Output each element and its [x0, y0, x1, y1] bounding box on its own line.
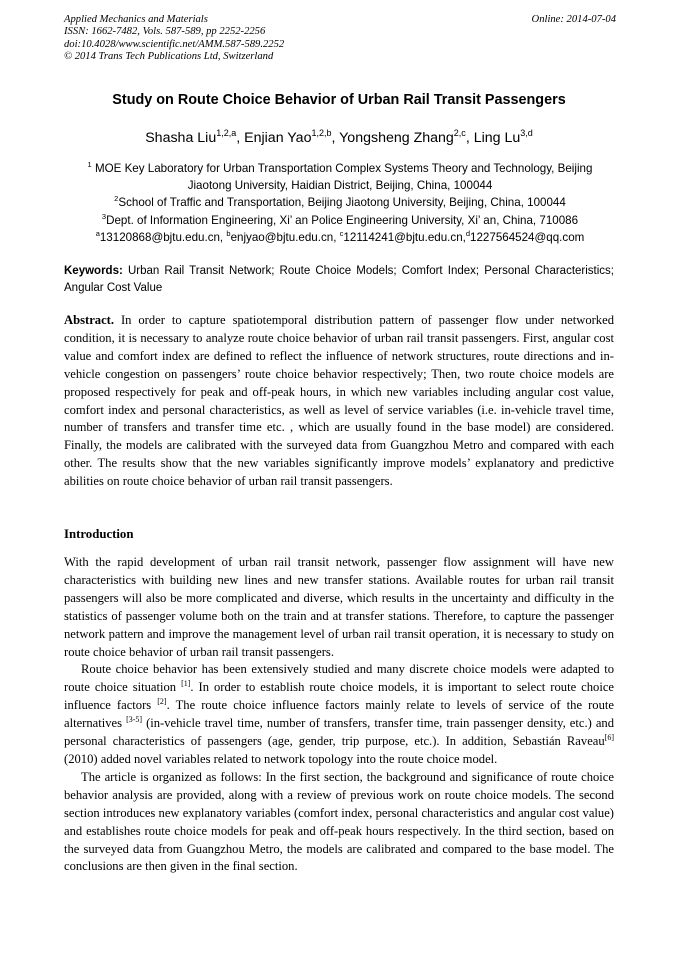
journal-name: Applied Mechanics and Materials — [64, 14, 208, 25]
citation-ref: [2] — [157, 697, 167, 707]
affiliation-1 — [60, 160, 620, 177]
author-separator: , — [236, 130, 245, 146]
keywords-label: Keywords: — [64, 265, 123, 277]
email-address: 1227564524@qq.com — [470, 230, 585, 244]
keywords-block — [64, 263, 614, 297]
online-date: Online: 2014-07-04 — [531, 14, 616, 25]
affiliation-marker: 2 — [114, 194, 119, 204]
citation-ref: [6] — [604, 733, 614, 743]
affiliation-1-continued: Jiaotong University, Haidian District, Beijing, China, 100044 — [187, 179, 493, 193]
author-separator: , — [331, 130, 340, 146]
author-name: Enjian Yao — [244, 130, 312, 146]
introduction-body — [64, 554, 614, 876]
citation-ref: [3-5] — [126, 715, 143, 725]
issn-line: ISSN: 1662-7482, Vols. 587-589, pp 2252-2256 — [64, 26, 266, 38]
email-address: enjyao@bjtu.edu.cn, — [230, 230, 340, 244]
abstract-text: In order to capture spatiotemporal distribution pattern of passenger flow under networked condition, it is necessary to analyze route choice behavior of urban rail transit passengers. First, angular cost value and comfort index are defined to reflect the influence of network structures, route directions and in-vehicle congestion on passengers’ route choice behavior respectively; Then, two route choice models are proposed respectively for peak and off-peak hours, in which new variables including angular cost value, comfort index and personal characteristics, as well as level of service variables (i.e. in-vehicle travel time, number of transfers and transfer time etc. , which are usually found in the base model) are considered. Finally, the models are calibrated with the surveyed data from Guangzhou Metro and compared with each other. The results show that the new variables significantly improve models’ explanatory and predictive abilities on route choice behavior of urban rail transit passengers. — [64, 313, 614, 489]
author-affiliation-marker: 3,d — [520, 128, 533, 138]
affiliation-text: Dept. of Information Engineering, Xi’ an Police Engineering University, Xi’ an, China, 710086 — [106, 213, 579, 227]
affiliation-block — [60, 160, 620, 246]
abstract-block — [64, 312, 614, 491]
affiliation-2 — [60, 194, 620, 211]
author-list — [0, 130, 678, 146]
introduction-heading: Introduction — [64, 527, 134, 541]
copyright-line: © 2014 Trans Tech Publications Ltd, Switzerland — [64, 50, 274, 62]
author-affiliation-marker: 2,c — [453, 128, 466, 138]
journal-header — [64, 14, 616, 63]
intro-paragraph-2 — [64, 661, 614, 768]
paragraph-text: . The route choice influence factors mainly relate to levels of service of the route alternatives — [64, 698, 614, 731]
email-address: 12114241@bjtu.edu.cn, — [343, 230, 466, 244]
affiliation-marker: 1 — [87, 160, 92, 169]
affiliation-marker: 3 — [101, 211, 107, 221]
affiliation-text: MOE Key Laboratory for Urban Transportation Complex Systems Theory and Technology, Beijing — [91, 162, 593, 175]
paragraph-text: Route choice behavior has been extensively studied and many discrete choice models were adapted to route choice situation — [64, 662, 614, 695]
email-address: 13120868@bjtu.edu.cn, — [99, 230, 227, 244]
affiliation-3 — [60, 212, 620, 229]
author-affiliation-marker: 1,2,b — [311, 128, 332, 138]
paper-title: Study on Route Choice Behavior of Urban Rail Transit Passengers — [112, 92, 566, 108]
paragraph-text: (in-vehicle travel time, number of transfers, transfer time, train passenger density, etc.) and personal characteristics of passengers (age, gender, trip purpose, etc.). In addition, Sebastián Raveau — [64, 716, 614, 749]
author-name: Shasha Liu — [145, 130, 217, 146]
abstract-label: Abstract. — [64, 313, 115, 327]
intro-paragraph-3: The article is organized as follows: In the first section, the background and significance of route choice behavior analysis are provided, along with a review of previous work on route choice models. The second section introduces new explanatory variables (comfort index, personal characteristics and angular cost value) and establishes route choice models for peak and off-peak hours respectively. In the third section, based on the surveyed data from Guangzhou Metro, the models are calibrated and compared to the base model. The conclusions are then given in the final section. — [64, 769, 614, 874]
keywords-text: Urban Rail Transit Network; Route Choice Models; Comfort Index; Personal Characteristics; Angular Cost Value — [64, 265, 614, 294]
email-marker: a — [95, 228, 100, 238]
author-affiliation-marker: 1,2,a — [216, 128, 237, 138]
email-marker: c — [339, 228, 344, 238]
author-name: Ling Lu — [473, 130, 521, 146]
doi-line: doi:10.4028/www.scientific.net/AMM.587-589.2252 — [64, 38, 285, 50]
email-list — [60, 229, 620, 246]
author-separator: , — [465, 130, 474, 146]
email-marker: d — [465, 228, 471, 238]
affiliation-text: School of Traffic and Transportation, Beijing Jiaotong University, Beijing, China, 100044 — [118, 196, 566, 210]
email-marker: b — [226, 228, 231, 238]
citation-ref: [1] — [181, 679, 191, 689]
paragraph-text: (2010) added novel variables related to network topology into the route choice model. — [64, 751, 498, 766]
paragraph-text: . In order to establish route choice models, it is important to select route choice influence factors — [64, 680, 614, 713]
author-name: Yongsheng Zhang — [339, 130, 454, 146]
intro-paragraph-1: With the rapid development of urban rail transit network, passenger flow assignment will have new characteristics with building new lines and new transfer stations. Available routes for urban rail transit passengers will also be more complicated and diverse, which results in the uncertainty and difficulty in the statistics of passenger volume both on the train and at transfer stations. Therefore, to capture the passenger network pattern and improve the management level of urban rail transit operation, it is necessary to study on route choice behavior of urban rail transit passengers. — [64, 555, 614, 659]
